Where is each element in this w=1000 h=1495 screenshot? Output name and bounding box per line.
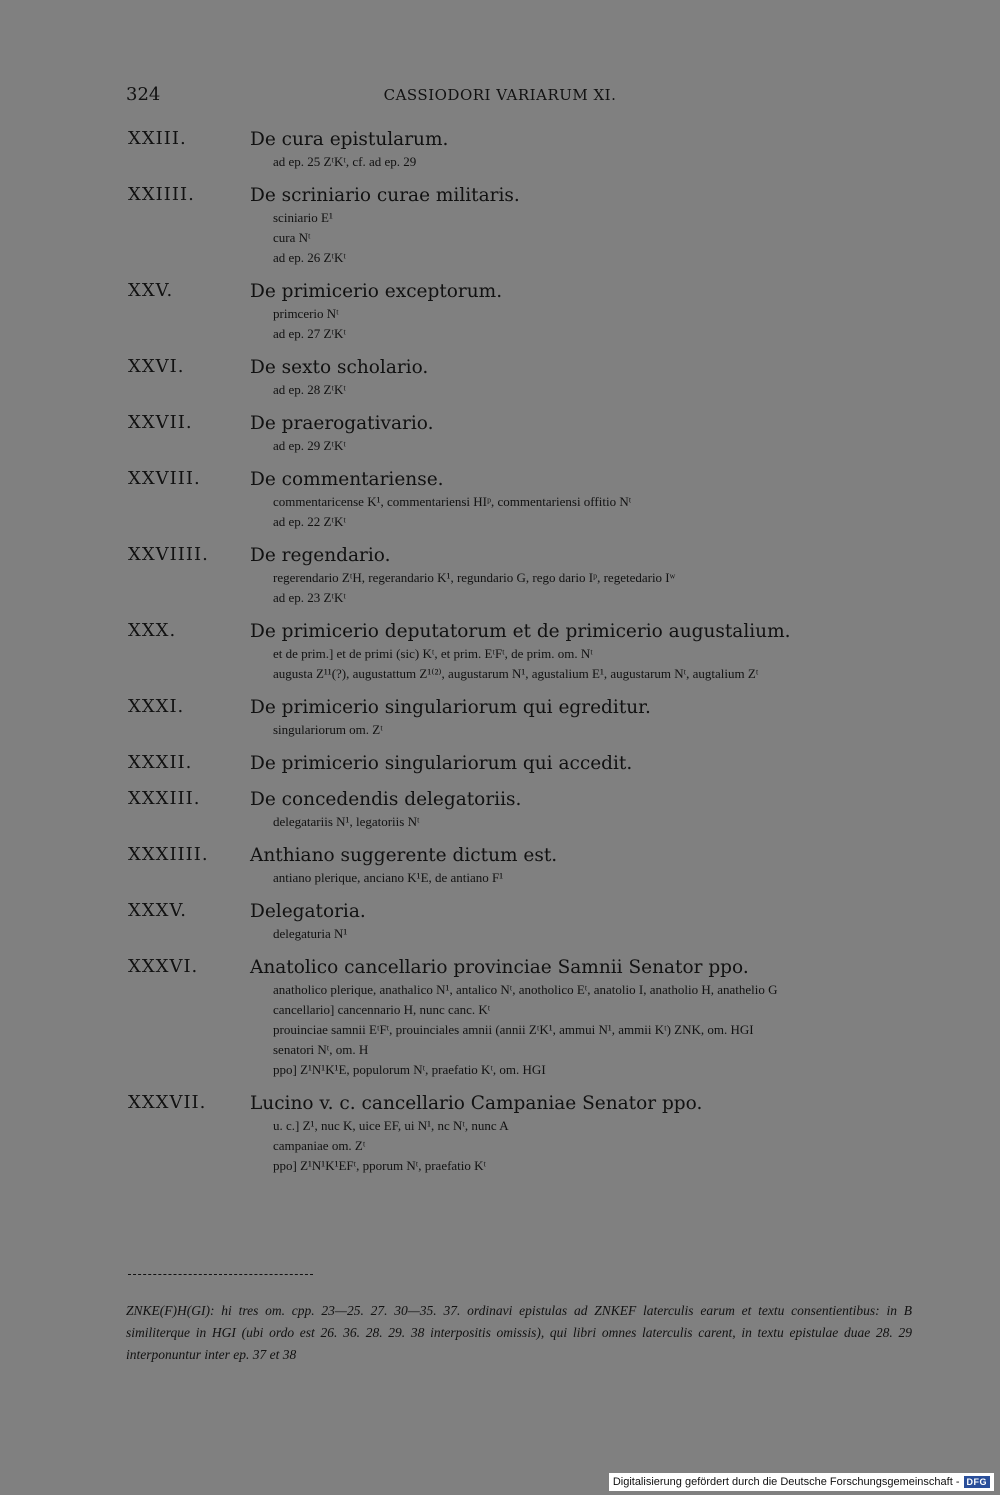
chapter-numeral: XXXVI. — [128, 956, 199, 977]
apparatus-note: ad ep. 27 ZᵗKᵗ — [273, 326, 346, 341]
apparatus-note: ad ep. 22 ZᵗKᵗ — [273, 514, 346, 529]
chapter-title: Delegatoria. — [250, 901, 366, 922]
page-number: 324 — [126, 84, 161, 105]
apparatus-note: delegatariis N¹, legatoriis Nᵗ — [273, 814, 420, 829]
chapter-title: De primicerio exceptorum. — [250, 281, 503, 302]
chapter-title: De sexto scholario. — [250, 357, 429, 378]
dfg-logo-icon: DFG — [964, 1476, 991, 1488]
entry-list — [0, 128, 1000, 1188]
apparatus-note: ad ep. 28 ZᵗKᵗ — [273, 382, 346, 397]
chapter-entry — [0, 468, 1000, 532]
chapter-title: De primicerio singulariorum qui accedit. — [250, 753, 633, 774]
chapter-entry — [0, 620, 1000, 684]
apparatus-note: ad ep. 25 ZᵗKᵗ, cf. ad ep. 29 — [273, 154, 417, 169]
chapter-entry — [0, 128, 1000, 172]
page-header — [0, 84, 1000, 110]
apparatus-note: augusta Z¹¹(?), augustattum Z¹⁽²⁾, augustarum N¹, agustalium E¹, augustarum Nᵗ, augtalium Zᵗ — [273, 666, 759, 681]
chapter-entry — [0, 752, 1000, 776]
apparatus-note: ad ep. 23 ZᵗKᵗ — [273, 590, 346, 605]
chapter-entry — [0, 1092, 1000, 1176]
chapter-title: De primicerio deputatorum et de primicerio augustalium. — [250, 621, 791, 642]
chapter-numeral: XXVIIII. — [128, 544, 209, 565]
chapter-numeral: XXVII. — [128, 412, 193, 433]
apparatus-note: antiano plerique, anciano K¹E, de antiano F¹ — [273, 870, 504, 885]
chapter-numeral: XXXIIII. — [128, 844, 209, 865]
chapter-title: De scriniario curae militaris. — [250, 185, 520, 206]
apparatus-note: delegaturia N¹ — [273, 926, 348, 941]
chapter-title: Anatolico cancellario provinciae Samnii Senator ppo. — [250, 957, 749, 978]
credit-text: Digitalisierung gefördert durch die Deutsche Forschungsgemeinschaft - — [612, 1476, 960, 1488]
chapter-numeral: XXXII. — [128, 752, 193, 773]
chapter-entry — [0, 788, 1000, 832]
chapter-title: Lucino v. c. cancellario Campaniae Senator ppo. — [250, 1093, 703, 1114]
chapter-title: De commentariense. — [250, 469, 444, 490]
chapter-title: De regendario. — [250, 545, 391, 566]
running-title: CASSIODORI VARIARUM XI. — [383, 86, 617, 104]
apparatus-note: ad ep. 26 ZᵗKᵗ — [273, 250, 346, 265]
chapter-numeral: XXXV. — [128, 900, 188, 921]
chapter-title: De concedendis delegatoriis. — [250, 789, 522, 810]
dfg-credit — [609, 1473, 994, 1491]
apparatus-note: commentaricense K¹, commentariensi HIᵖ, commentariensi offitio Nᵗ — [273, 494, 632, 509]
apparatus-note: ppo] Z¹N¹K¹E, populorum Nᵗ, praefatio Kᵗ, om. HGI — [273, 1062, 546, 1077]
apparatus-note: cura Nᵗ — [273, 230, 311, 245]
footnote-divider — [128, 1274, 313, 1275]
chapter-entry — [0, 356, 1000, 400]
chapter-numeral: XXXI. — [128, 696, 185, 717]
apparatus-note: anatholico plerique, anathalico N¹, antalico Nᵗ, anotholico Eᵗ, anatolio I, anatholio H, anathelio G — [273, 982, 778, 997]
chapter-entry — [0, 184, 1000, 268]
apparatus-note: ad ep. 29 ZᵗKᵗ — [273, 438, 346, 453]
apparatus-note: campaniae om. Zᵗ — [273, 1138, 366, 1153]
apparatus-note: sciniario E¹ — [273, 210, 333, 225]
chapter-entry — [0, 844, 1000, 888]
chapter-numeral: XXX. — [128, 620, 177, 641]
apparatus-note: cancellario] cancennario H, nunc canc. Kᵗ — [273, 1002, 491, 1017]
apparatus-note: singulariorum om. Zᵗ — [273, 722, 383, 737]
chapter-title: De primicerio singulariorum qui egreditur. — [250, 697, 651, 718]
chapter-title: Anthiano suggerente dictum est. — [250, 845, 558, 866]
chapter-entry — [0, 900, 1000, 944]
apparatus-note: senatori Nᵗ, om. H — [273, 1042, 369, 1057]
apparatus-note: ppo] Z¹N¹K¹EFᵗ, pporum Nᵗ, praefatio Kᵗ — [273, 1158, 487, 1173]
chapter-numeral: XXVIII. — [128, 468, 201, 489]
chapter-entry — [0, 696, 1000, 740]
chapter-title: De praerogativario. — [250, 413, 434, 434]
chapter-numeral: XXIII. — [128, 128, 187, 149]
chapter-entry — [0, 544, 1000, 608]
apparatus-note: primcerio Nᵗ — [273, 306, 339, 321]
chapter-entry — [0, 280, 1000, 344]
chapter-numeral: XXIIII. — [128, 184, 195, 205]
chapter-numeral: XXVI. — [128, 356, 185, 377]
apparatus-note: regerendario ZᵗH, regerandario K¹, regundario G, rego dario Iᵖ, regetedario Iʷ — [273, 570, 676, 585]
chapter-entry — [0, 956, 1000, 1080]
apparatus-note: et de prim.] et de primi (sic) Kᵗ, et prim. EᵗFᵗ, de prim. om. Nᵗ — [273, 646, 593, 661]
apparatus-note: u. c.] Z¹, nuc K, uice EF, ui N¹, nc Nᵗ, nunc A — [273, 1118, 509, 1133]
chapter-entry — [0, 412, 1000, 456]
chapter-numeral: XXV. — [128, 280, 174, 301]
chapter-numeral: XXXIII. — [128, 788, 201, 809]
chapter-numeral: XXXVII. — [128, 1092, 207, 1113]
apparatus-note: prouinciae samnii EᵗFᵗ, prouinciales amnii (annii ZᵗK¹, ammui N¹, ammii Kᵗ) ZNK, om. HGI — [273, 1022, 754, 1037]
footnote: ZNKE(F)H(GI): hi tres om. cpp. 23—25. 27. 30—35. 37. ordinavi epistulas ad ZNKEF laterculis earum et textu consentientibus: in B similiterque in HGI (ubi ordo est 26. 36. 28. 29. 38 interpositis omissis), qui libri omnes laterculis carent, in textu epistulae duae 28. 29 interponuntur inter ep. 37 et 38 — [126, 1303, 912, 1362]
chapter-title: De cura epistularum. — [250, 129, 449, 150]
